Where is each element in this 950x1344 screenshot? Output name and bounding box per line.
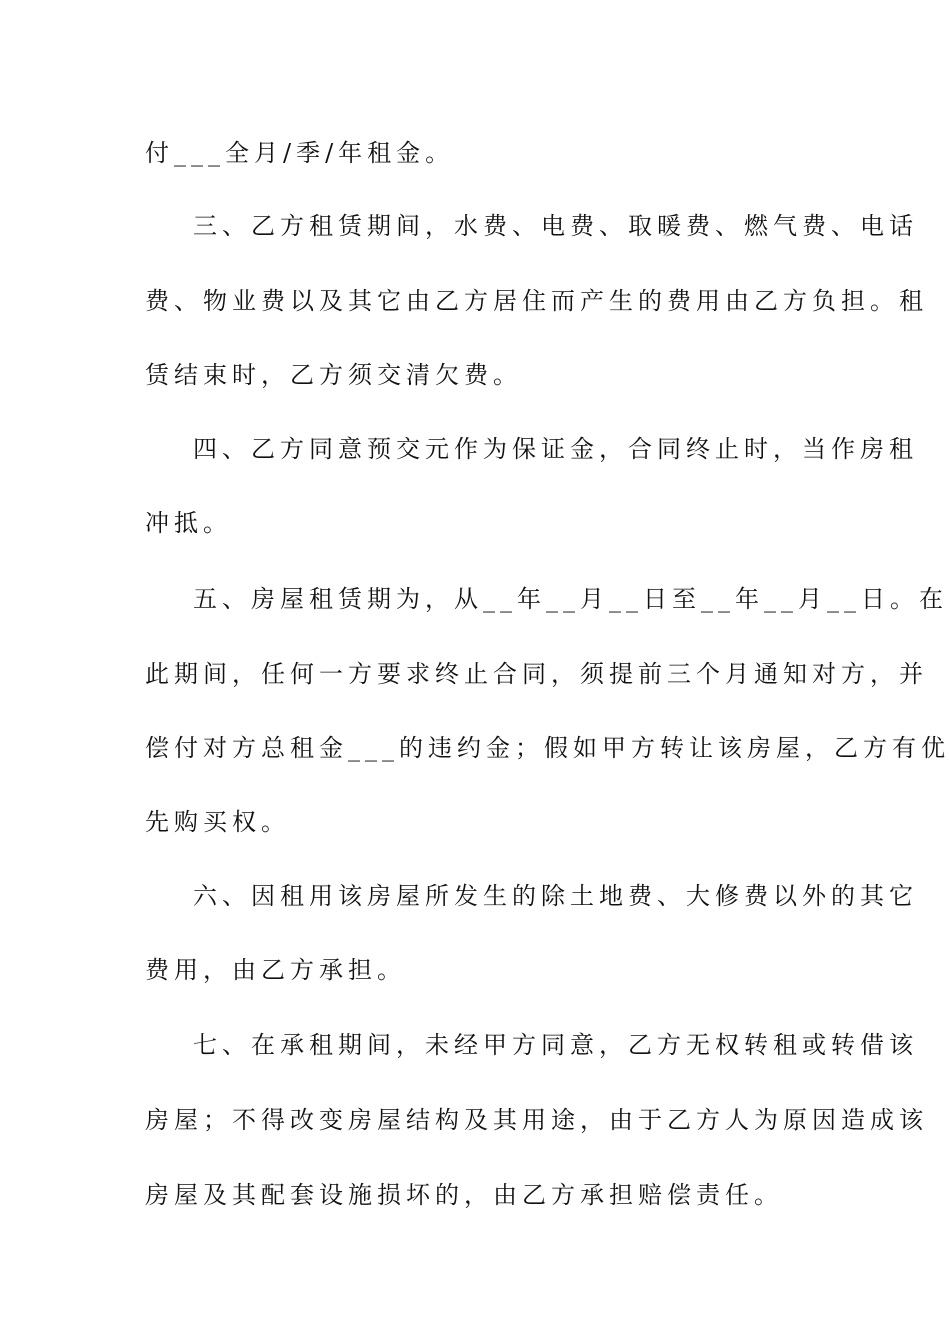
clause-4-line-2: 冲抵。: [145, 509, 232, 537]
text-line-1: 付___全月/季/年租金。: [145, 139, 455, 167]
clause-3-line-2: 费、物业费以及其它由乙方居住而产生的费用由乙方负担。租: [145, 287, 928, 315]
clause-4-line-1: 四、乙方同意预交元作为保证金，合同终止时，当作房租: [193, 435, 918, 463]
clause-5-line-4: 先购买权。: [145, 808, 290, 836]
clause-5-line-2: 此期间，任何一方要求终止合同，须提前三个月通知对方，并: [145, 660, 928, 688]
clause-7-line-1: 七、在承租期间，未经甲方同意，乙方无权转租或转借该: [193, 1031, 918, 1059]
clause-7-line-2: 房屋；不得改变房屋结构及其用途，由于乙方人为原因造成该: [145, 1106, 928, 1134]
clause-6-line-1: 六、因租用该房屋所发生的除土地费、大修费以外的其它: [193, 882, 918, 910]
clause-5-line-3: 偿付对方总租金___的违约金；假如甲方转让该房屋，乙方有优: [145, 734, 950, 762]
clause-5-line-1: 五、房屋租赁期为，从__年__月__日至__年__月__日。在: [193, 585, 948, 613]
clause-7-line-3: 房屋及其配套设施损坏的，由乙方承担赔偿责任。: [145, 1181, 783, 1209]
clause-6-line-2: 费用，由乙方承担。: [145, 956, 406, 984]
clause-3-line-3: 赁结束时，乙方须交清欠费。: [145, 361, 522, 389]
clause-3-line-1: 三、乙方租赁期间，水费、电费、取暖费、燃气费、电话: [193, 212, 918, 240]
